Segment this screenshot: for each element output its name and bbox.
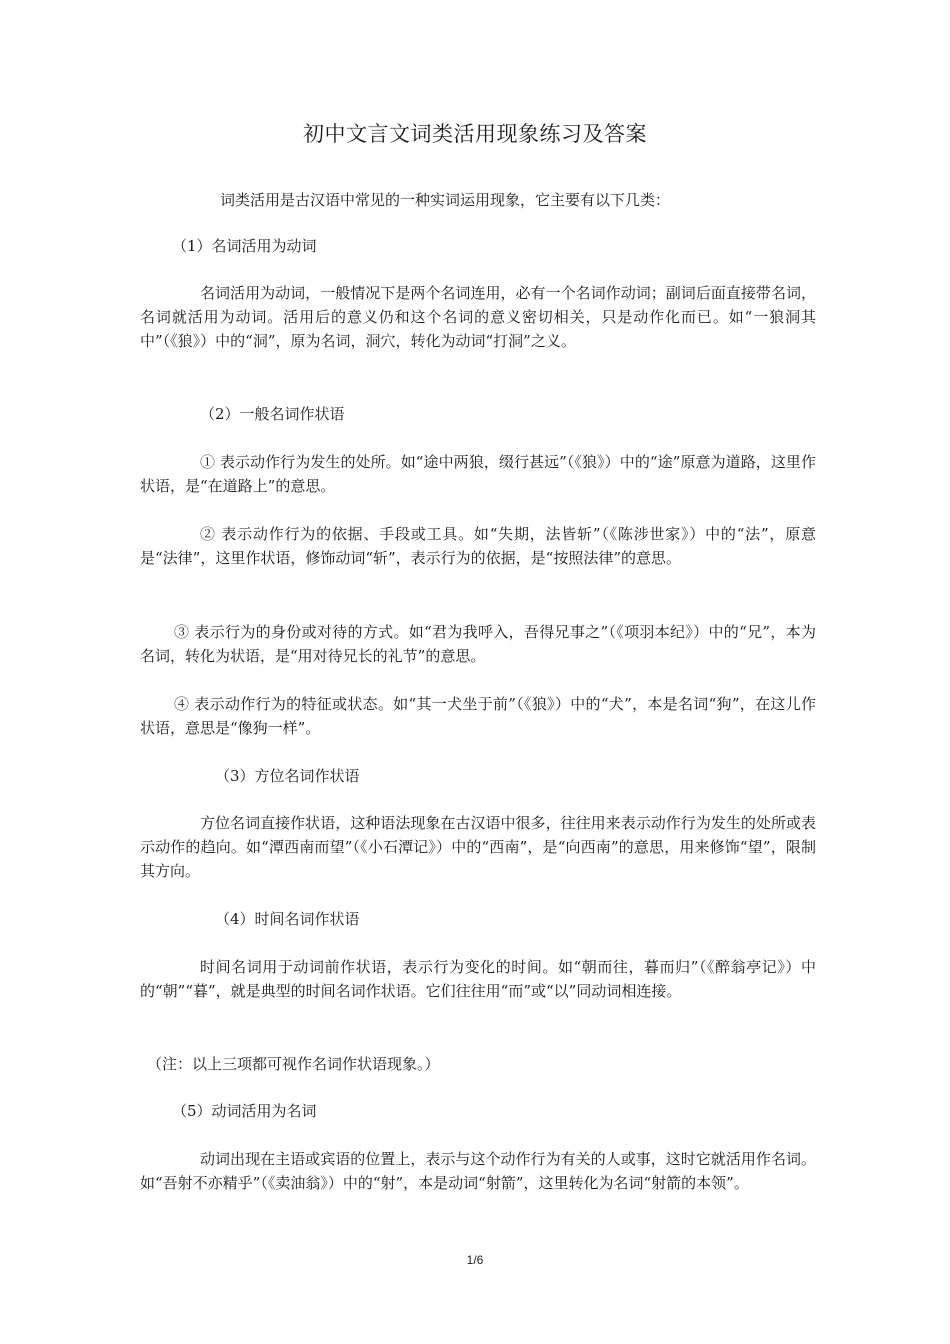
intro-paragraph: 词类活用是古汉语中常见的一种实词运用现象，它主要有以下几类： <box>220 191 671 209</box>
page-number: 1/6 <box>466 1253 484 1267</box>
section2-heading: （2）一般名词作状语 <box>200 405 345 423</box>
section1-body: 名词活用为动词，一般情况下是两个名词连用，必有一个名词作动词；副词后面直接带名词，名词就活用为动词。活用后的意义仍和这个名词的意义密切相关，只是动作化而已。如“一狼洞其中”（《狼》）中的“洞”，原为名词，洞穴，转化为动词“打洞”之义。 <box>140 284 816 350</box>
section3-body: 方位名词直接作状语，这种语法现象在古汉语中很多，往往用来表示动作行为发生的处所或表示动作的趋向。如“潭西南而望”（《小石潭记》）中的“西南”，是“向西南”的意思，用来修饰“望”，限制其方向。 <box>140 814 816 880</box>
section5-body: 动词出现在主语或宾语的位置上，表示与这个动作行为有关的人或事，这时它就活用作名词。如“吾射不亦精乎”（《卖油翁》）中的“射”，本是动词“射箭”，这里转化为名词“射箭的本领”。 <box>140 1150 816 1192</box>
document-title: 初中文言文词类活用现象练习及答案 <box>303 122 647 146</box>
section4-heading: （4）时间名词作状语 <box>215 910 360 928</box>
section2-item-2: ② 表示动作行为的依据、手段或工具。如“失期，法皆斩”（《陈涉世家》）中的“法”，原意是“法律”，这里作状语，修饰动词“斩”，表示行为的依据，是“按照法律”的意思。 <box>140 525 816 567</box>
section4-body: 时间名词用于动词前作状语，表示行为变化的时间。如“朝而往，暮而归”（《醉翁亭记》）中的“朝”“暮”，就是典型的时间名词作状语。它们往往用“而”或“以”同动词相连接。 <box>140 958 816 1000</box>
section5-heading: （5）动词活用为名词 <box>172 1102 317 1120</box>
section1-heading: （1）名词活用为动词 <box>172 237 317 255</box>
section3-heading: （3）方位名词作状语 <box>215 767 360 785</box>
note-paragraph: （注：以上三项都可视作名词作状语现象。） <box>147 1055 440 1073</box>
section2-item-4: ④ 表示动作行为的特征或状态。如“其一犬坐于前”（《狼》）中的“犬”，本是名词“狗”，在这儿作状语，意思是“像狗一样”。 <box>140 695 816 737</box>
section2-item-3: ③ 表示行为的身份或对待的方式。如“君为我呼入，吾得兄事之”（《项羽本纪》）中的“兄”，本为名词，转化为状语，是“用对待兄长的礼节”的意思。 <box>140 623 816 665</box>
section2-item-1: ① 表示动作行为发生的处所。如“途中两狼，缀行甚远”（《狼》）中的“途”原意为道路，这里作状语，是“在道路上”的意思。 <box>140 453 816 495</box>
